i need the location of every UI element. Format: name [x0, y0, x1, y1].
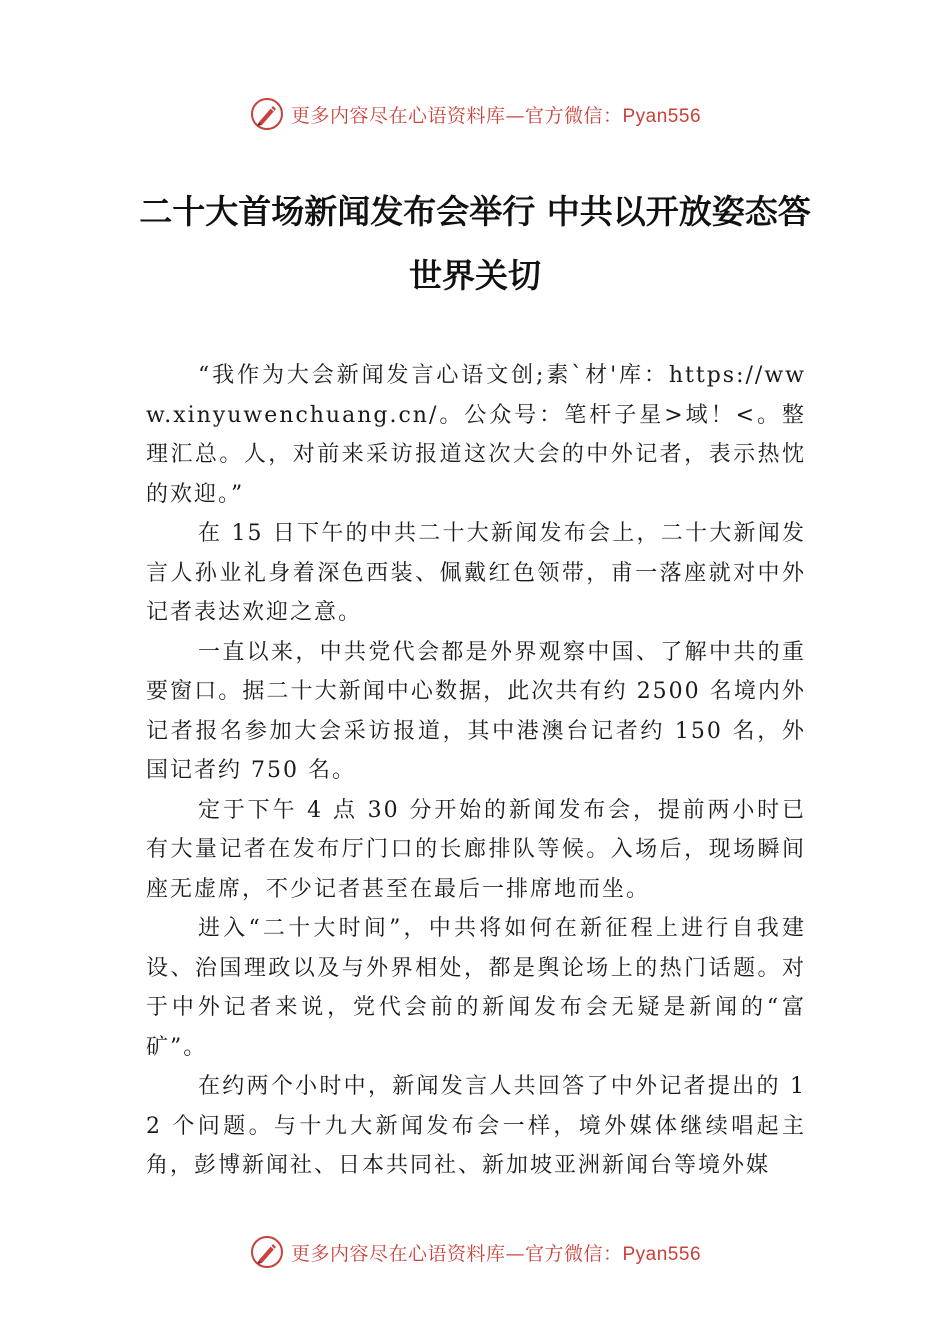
paragraph: 定于下午 4 点 30 分开始的新闻发布会，提前两小时已有大量记者在发布厅门口的长廊排队等候。入场后，现场瞬间座无虚席，不少记者甚至在最后一排席地而坐。 [146, 797, 806, 902]
paragraph: 进入“二十大时间”，中共将如何在新征程上进行自我建设、治国理政以及与外界相处，都是舆论场上的热门话题。对于中外记者来说，党代会前的新闻发布会无疑是新闻的“富矿”。 [146, 916, 806, 1060]
document-body [146, 356, 806, 1186]
pen-logo-icon [249, 1234, 285, 1270]
paragraph: 在 15 日下午的中共二十大新闻发布会上，二十大新闻发言人孙业礼身着深色西装、佩戴红色领带，甫一落座就对中外记者表达欢迎之意。 [146, 521, 806, 625]
watermark-text: 更多内容尽在心语资料库—官方微信：Pyan556 [290, 104, 702, 127]
header-watermark [0, 94, 950, 134]
paragraph: 在约两个小时中，新闻发言人共回答了中外记者提出的 12 个问题。与十九大新闻发布会一样，境外媒体继续唱起主角，彭博新闻社、日本共同社、新加坡亚洲新闻台等境外媒 [146, 1074, 806, 1178]
pen-logo-icon [249, 96, 285, 132]
footer-watermark [0, 1232, 950, 1272]
watermark-text: 更多内容尽在心语资料库—官方微信：Pyan556 [290, 1242, 702, 1265]
watermark-wechat-id: Pyan556 [622, 105, 702, 127]
paragraph: “我作为大会新闻发言心语文创;素`材'库：https://www.xinyuwenchuang.cn/。公众号：笔杆子星>域！<。整理汇总。人，对前来采访报道这次大会的中外记者，表示热忱的欢迎。” [146, 363, 806, 507]
paragraph: 一直以来，中共党代会都是外界观察中国、了解中共的重要窗口。据二十大新闻中心数据，此次共有约 2500 名境内外记者报名参加大会采访报道，其中港澳台记者约 150 名，外国记者约 750 名。 [146, 639, 806, 783]
document-title: 二十大首场新闻发布会举行 中共以开放姿态答世界关切 [139, 192, 811, 295]
watermark-wechat-id: Pyan556 [622, 1243, 702, 1265]
